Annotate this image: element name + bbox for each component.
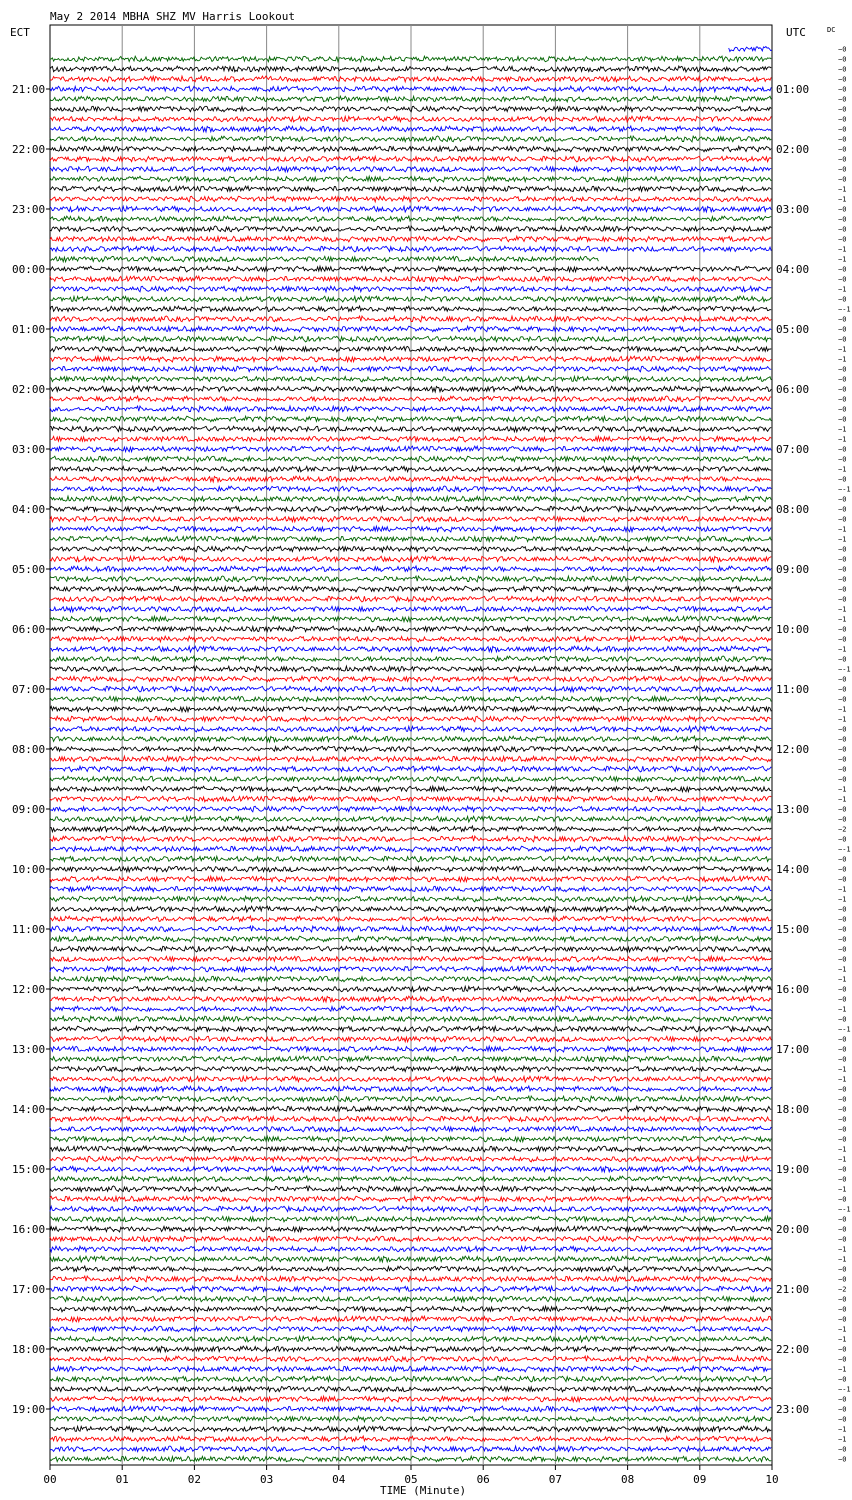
dc-offset-label: −0: [838, 555, 847, 564]
left-hour-label: 23:00: [12, 203, 46, 216]
minute-gridlines: [122, 25, 700, 1465]
x-tick-label: 08: [620, 1473, 635, 1486]
left-hour-label: 21:00: [12, 83, 46, 96]
dc-offset-label: −0: [838, 875, 847, 884]
dc-offset-label: −1: [838, 1005, 847, 1014]
right-hour-label: 17:00: [776, 1043, 810, 1056]
x-axis-ticks: [43, 1465, 778, 1486]
dc-offset-label: −0: [838, 545, 847, 554]
dc-offset-label: −0: [838, 1295, 847, 1304]
right-hour-label: 13:00: [776, 803, 810, 816]
dc-offset-label: −0: [838, 1035, 847, 1044]
dc-offset-label: −0: [838, 1135, 847, 1144]
dc-offset-label: −0: [838, 1115, 847, 1124]
dc-offset-label: −0: [838, 475, 847, 484]
dc-offset-label: −1: [838, 1435, 847, 1444]
dc-offset-label: −1: [838, 1075, 847, 1084]
dc-offset-label: −0: [838, 735, 847, 744]
dc-offset-label: −0: [838, 745, 847, 754]
left-hour-label: 03:00: [12, 443, 46, 456]
dc-offset-label: −1: [838, 785, 847, 794]
right-hour-label: 23:00: [776, 1403, 810, 1416]
dc-offset-label: −1: [838, 185, 847, 194]
right-hour-label: 09:00: [776, 563, 810, 576]
dc-offset-label: −0: [838, 75, 847, 84]
dc-offset-label: −0: [838, 95, 847, 104]
right-hour-label: 03:00: [776, 203, 810, 216]
dc-offset-label: −0: [838, 1345, 847, 1354]
dc-offset-label: −1: [838, 285, 847, 294]
dc-offset-label: −0: [838, 325, 847, 334]
dc-offset-label: −0: [838, 1395, 847, 1404]
dc-offset-label: −1: [838, 795, 847, 804]
x-tick-label: 06: [476, 1473, 490, 1486]
dc-offset-label: −0: [838, 495, 847, 504]
dc-offset-label: −0: [838, 1235, 847, 1244]
dc-offset-label: −1: [838, 1255, 847, 1264]
dc-offset-label: −0: [838, 1445, 847, 1454]
dc-offset-label: −0: [838, 565, 847, 574]
x-tick-label: 04: [332, 1473, 346, 1486]
chart-title: May 2 2014 MBHA SHZ MV Harris Lookout: [50, 10, 296, 23]
left-hour-label: 12:00: [12, 983, 46, 996]
left-hour-label: 00:00: [12, 263, 46, 276]
dc-offset-label: −0: [838, 105, 847, 114]
dc-offset-label: −0: [838, 1015, 847, 1024]
dc-offset-label: −0: [838, 865, 847, 874]
left-hour-label: 11:00: [12, 923, 46, 936]
dc-offset-label: −0: [838, 45, 847, 54]
right-hour-label: 20:00: [776, 1223, 810, 1236]
dc-offset-label: −1: [838, 1065, 847, 1074]
dc-offset-label: −2: [838, 1285, 847, 1294]
dc-offset-label: −0: [838, 1415, 847, 1424]
dc-offset-label: −-1: [838, 1025, 851, 1034]
dc-offset-label: −0: [838, 855, 847, 864]
x-tick-label: 07: [548, 1473, 563, 1486]
dc-offset-label: −0: [838, 1375, 847, 1384]
right-hour-label: 02:00: [776, 143, 810, 156]
dc-offset-label: −1: [838, 435, 847, 444]
dc-offset-label: −0: [838, 1355, 847, 1364]
right-hour-label: 21:00: [776, 1283, 810, 1296]
left-hour-label: 16:00: [12, 1223, 46, 1236]
dc-offset-label: −0: [838, 1175, 847, 1184]
left-hour-label: 09:00: [12, 803, 46, 816]
dc-offset-label: −0: [838, 365, 847, 374]
dc-offset-label: −0: [838, 915, 847, 924]
left-hour-label: 17:00: [12, 1283, 46, 1296]
dc-offset-label: −0: [838, 445, 847, 454]
right-hour-label: 14:00: [776, 863, 810, 876]
dc-offset-label: −0: [838, 65, 847, 74]
dc-offset-label: −1: [838, 1365, 847, 1374]
dc-offset-label: −0: [838, 265, 847, 274]
right-hour-label: 06:00: [776, 383, 810, 396]
dc-offset-label: −0: [838, 175, 847, 184]
dc-offset-label: −0: [838, 1085, 847, 1094]
dc-offset-label: −1: [838, 885, 847, 894]
right-hour-label: 22:00: [776, 1343, 810, 1356]
dc-offset-label: −0: [838, 1455, 847, 1464]
left-hour-label: 05:00: [12, 563, 46, 576]
dc-offset-label: −0: [838, 805, 847, 814]
left-hour-label: 01:00: [12, 323, 46, 336]
right-hour-label: 11:00: [776, 683, 810, 696]
dc-offset-label: −-1: [838, 305, 851, 314]
dc-offset-label: −0: [838, 685, 847, 694]
dc-offset-label: −1: [838, 255, 847, 264]
dc-offset-label: −0: [838, 575, 847, 584]
dc-offset-label: −0: [838, 1195, 847, 1204]
dc-offset-label: −1: [838, 535, 847, 544]
right-hour-label: 16:00: [776, 983, 810, 996]
dc-offset-label: −0: [838, 1315, 847, 1324]
dc-offset-labels: [838, 46, 851, 1464]
dc-offset-label: −0: [838, 1215, 847, 1224]
left-hour-label: 15:00: [12, 1163, 46, 1176]
dc-offset-label: −0: [838, 405, 847, 414]
right-timezone-label: UTC: [786, 26, 806, 39]
dc-offset-label: −1: [838, 715, 847, 724]
left-hour-label: 13:00: [12, 1043, 46, 1056]
right-hour-label: 04:00: [776, 263, 810, 276]
dc-offset-label: −0: [838, 1225, 847, 1234]
x-tick-label: 10: [765, 1473, 779, 1486]
dc-offset-label: −1: [838, 355, 847, 364]
dc-offset-label: −0: [838, 1265, 847, 1274]
x-tick-label: 00: [43, 1473, 57, 1486]
left-hour-label: 08:00: [12, 743, 46, 756]
left-hour-label: 19:00: [12, 1403, 46, 1416]
right-hour-label: 12:00: [776, 743, 810, 756]
left-hour-label: 18:00: [12, 1343, 46, 1356]
dc-offset-label: −1: [838, 615, 847, 624]
dc-offset-label: −0: [838, 925, 847, 934]
dc-offset-label: −0: [838, 1305, 847, 1314]
dc-offset-label: −0: [838, 85, 847, 94]
dc-offset-label: −0: [838, 1055, 847, 1064]
dc-offset-label: −-1: [838, 1205, 851, 1214]
dc-offset-label: −0: [838, 835, 847, 844]
dc-offset-label: −0: [838, 755, 847, 764]
dc-offset-label: −0: [838, 655, 847, 664]
dc-offset-label: −0: [838, 335, 847, 344]
dc-offset-label: −0: [838, 225, 847, 234]
left-hour-label: 10:00: [12, 863, 46, 876]
right-hour-label: 01:00: [776, 83, 810, 96]
seismic-trace: [50, 256, 598, 261]
right-hour-label: 19:00: [776, 1163, 810, 1176]
dc-offset-label: −1: [838, 1245, 847, 1254]
dc-offset-label: −0: [838, 165, 847, 174]
dc-offset-label: −0: [838, 1095, 847, 1104]
dc-offset-label: −0: [838, 1405, 847, 1414]
left-hour-label: 02:00: [12, 383, 46, 396]
dc-offset-label: −0: [838, 985, 847, 994]
dc-offset-label: −0: [838, 1045, 847, 1054]
dc-offset-label: −0: [838, 1275, 847, 1284]
dc-offset-label: −0: [838, 55, 847, 64]
right-hour-label: 18:00: [776, 1103, 810, 1116]
right-hour-label: 15:00: [776, 923, 810, 936]
dc-offset-label: −0: [838, 205, 847, 214]
dc-offset-label: −1: [838, 645, 847, 654]
dc-offset-label: −0: [838, 395, 847, 404]
dc-offset-label: −1: [838, 705, 847, 714]
dc-offset-label: −0: [838, 1165, 847, 1174]
dc-offset-label: −-1: [838, 665, 851, 674]
dc-offset-label: −0: [838, 905, 847, 914]
dc-offset-label: −0: [838, 585, 847, 594]
right-hour-labels: [776, 83, 809, 1416]
dc-offset-label: −1: [838, 345, 847, 354]
dc-offset-label: −0: [838, 275, 847, 284]
x-tick-label: 03: [259, 1473, 274, 1486]
left-timezone-label: ECT: [10, 26, 30, 39]
dc-offset-label: −0: [838, 455, 847, 464]
dc-offset-label: −1: [838, 195, 847, 204]
dc-offset-label: −0: [838, 765, 847, 774]
dc-offset-label: −1: [838, 1335, 847, 1344]
dc-offset-label: −0: [838, 145, 847, 154]
dc-offset-label: −1: [838, 425, 847, 434]
left-hour-label: 04:00: [12, 503, 46, 516]
dc-offset-label: −0: [838, 415, 847, 424]
dc-offset-label: −1: [838, 245, 847, 254]
dc-offset-label: −1: [838, 965, 847, 974]
x-tick-label: 02: [187, 1473, 202, 1486]
dc-offset-label: −0: [838, 945, 847, 954]
dc-offset-label: −2: [838, 825, 847, 834]
dc-offset-label: −0: [838, 215, 847, 224]
dc-offset-label: −0: [838, 995, 847, 1004]
left-hour-labels: [12, 83, 50, 1416]
dc-offset-label: −1: [838, 1325, 847, 1334]
dc-offset-label: −0: [838, 955, 847, 964]
right-hour-label: 05:00: [776, 323, 810, 336]
x-tick-label: 01: [115, 1473, 129, 1486]
dc-offset-label: −0: [838, 595, 847, 604]
dc-offset-label: −1: [838, 1425, 847, 1434]
dc-offset-label: −0: [838, 1105, 847, 1114]
dc-offset-label: −0: [838, 115, 847, 124]
left-hour-label: 22:00: [12, 143, 46, 156]
dc-offset-label: −0: [838, 695, 847, 704]
x-axis-label: TIME (Minute): [380, 1484, 467, 1497]
dc-offset-label: −1: [838, 1185, 847, 1194]
dc-header-label: DC: [827, 26, 836, 34]
dc-offset-label: −0: [838, 1125, 847, 1134]
left-hour-label: 14:00: [12, 1103, 46, 1116]
left-hour-label: 06:00: [12, 623, 46, 636]
dc-offset-label: −0: [838, 515, 847, 524]
dc-offset-label: −0: [838, 815, 847, 824]
dc-offset-label: −0: [838, 505, 847, 514]
dc-offset-label: −-1: [838, 845, 851, 854]
seismic-trace: [729, 47, 772, 52]
dc-offset-label: −0: [838, 155, 847, 164]
dc-offset-label: −0: [838, 125, 847, 134]
dc-offset-label: −0: [838, 635, 847, 644]
dc-offset-label: −-1: [838, 1385, 851, 1394]
dc-offset-label: −0: [838, 935, 847, 944]
dc-offset-label: −0: [838, 725, 847, 734]
left-hour-label: 07:00: [12, 683, 46, 696]
dc-offset-label: −0: [838, 375, 847, 384]
dc-offset-label: −1: [838, 1145, 847, 1154]
right-hour-label: 07:00: [776, 443, 810, 456]
dc-offset-label: −0: [838, 625, 847, 634]
x-tick-label: 09: [693, 1473, 707, 1486]
dc-offset-label: −1: [838, 1155, 847, 1164]
dc-offset-label: −0: [838, 315, 847, 324]
dc-offset-label: −0: [838, 775, 847, 784]
right-hour-label: 08:00: [776, 503, 810, 516]
dc-offset-label: −1: [838, 895, 847, 904]
dc-offset-label: −1: [838, 525, 847, 534]
dc-offset-label: −0: [838, 385, 847, 394]
dc-offset-label: −0: [838, 135, 847, 144]
dc-offset-label: −0: [838, 295, 847, 304]
dc-offset-label: −1: [838, 605, 847, 614]
dc-offset-label: −0: [838, 675, 847, 684]
dc-offset-label: −0: [838, 235, 847, 244]
dc-offset-label: −1: [838, 465, 847, 474]
dc-offset-label: −-1: [838, 485, 851, 494]
x-tick-label: 05: [404, 1473, 418, 1486]
dc-offset-label: −1: [838, 975, 847, 984]
right-hour-label: 10:00: [776, 623, 810, 636]
